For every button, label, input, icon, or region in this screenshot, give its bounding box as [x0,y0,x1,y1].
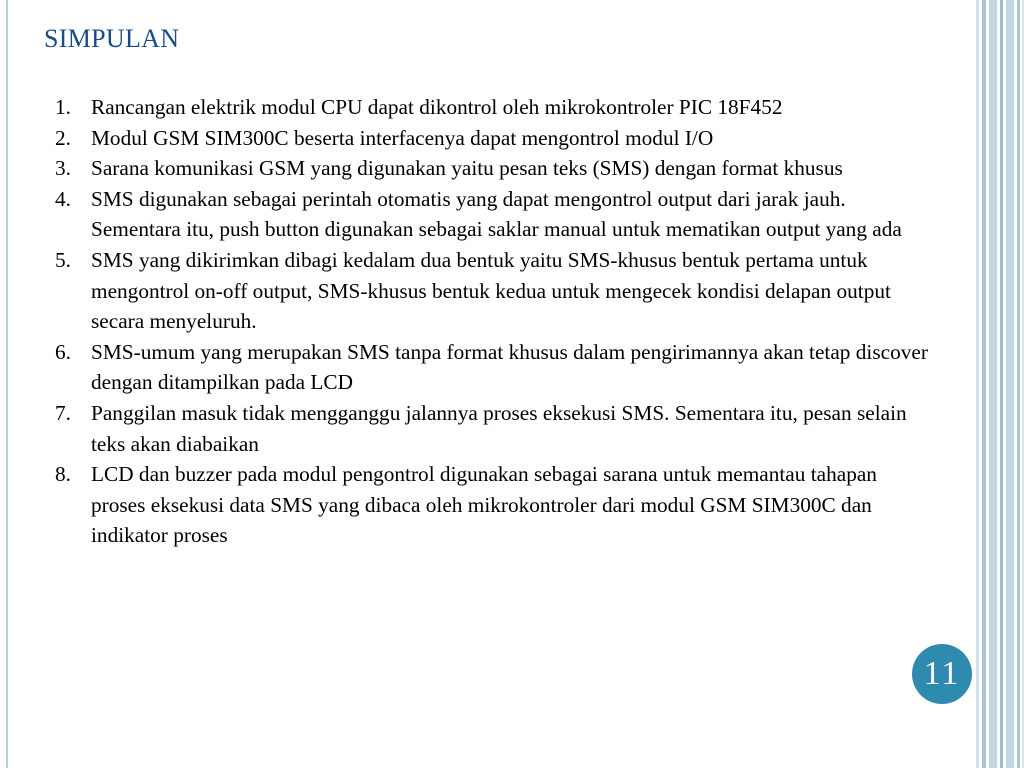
item-text: SMS yang dikirimkan dibagi kedalam dua bentuk yaitu SMS-khusus bentuk pertama untuk mengontrol on-off output, SMS-khusus bentuk kedua untuk mengecek kondisi delapan output secara menyeluruh. [91,247,891,334]
item-number: 4. [55,186,71,211]
conclusion-list [50,92,930,551]
list-item [50,245,930,337]
item-number: 7. [55,400,71,425]
list-item [50,184,930,245]
item-number: 2. [55,125,71,150]
item-number: 1. [55,95,71,119]
item-text: Modul GSM SIM300C beserta interfacenya dapat mengontrol modul I/O [91,125,714,150]
item-text: Rancangan elektrik modul CPU dapat dikontrol oleh mikrokontroler PIC 18F452 [91,95,783,119]
stripe [1000,0,1003,768]
stripe [1017,0,1020,768]
list-item [50,153,930,184]
list-item [50,459,930,551]
right-decorative-stripes [976,0,1024,768]
list-item [50,123,930,154]
stripe [1006,0,1014,768]
item-text: SMS digunakan sebagai perintah otomatis yang dapat mengontrol output dari jarak jauh. Sementara itu, push button digunakan sebagai saklar manual untuk mematikan output yang ada [91,186,902,242]
item-number: 3. [55,156,71,181]
list-item [50,92,930,123]
page-number-badge: 11 [912,644,972,704]
list-item [50,337,930,398]
item-text: LCD dan buzzer pada modul pengontrol digunakan sebagai sarana untuk memantau tahapan proses eksekusi data SMS yang dibaca oleh mikrokontroler dari modul GSM SIM300C dan indikator proses [91,462,877,548]
item-number: 6. [55,339,71,364]
item-text: Sarana komunikasi GSM yang digunakan yaitu pesan teks (SMS) dengan format khusus [91,156,843,181]
left-border-line [6,0,8,768]
item-number: 5. [55,247,71,272]
stripe [976,0,979,768]
item-text: Panggilan masuk tidak mengganggu jalannya proses eksekusi SMS. Sementara itu, pesan selain teks akan diabaikan [91,400,907,456]
stripe [989,0,997,768]
list-item [50,398,930,459]
item-text: SMS-umum yang merupakan SMS tanpa format khusus dalam pengirimannya akan tetap discover dengan ditampilkan pada LCD [91,339,928,395]
slide-title: SIMPULAN [44,24,180,53]
stripe [982,0,986,768]
item-number: 8. [55,462,71,487]
